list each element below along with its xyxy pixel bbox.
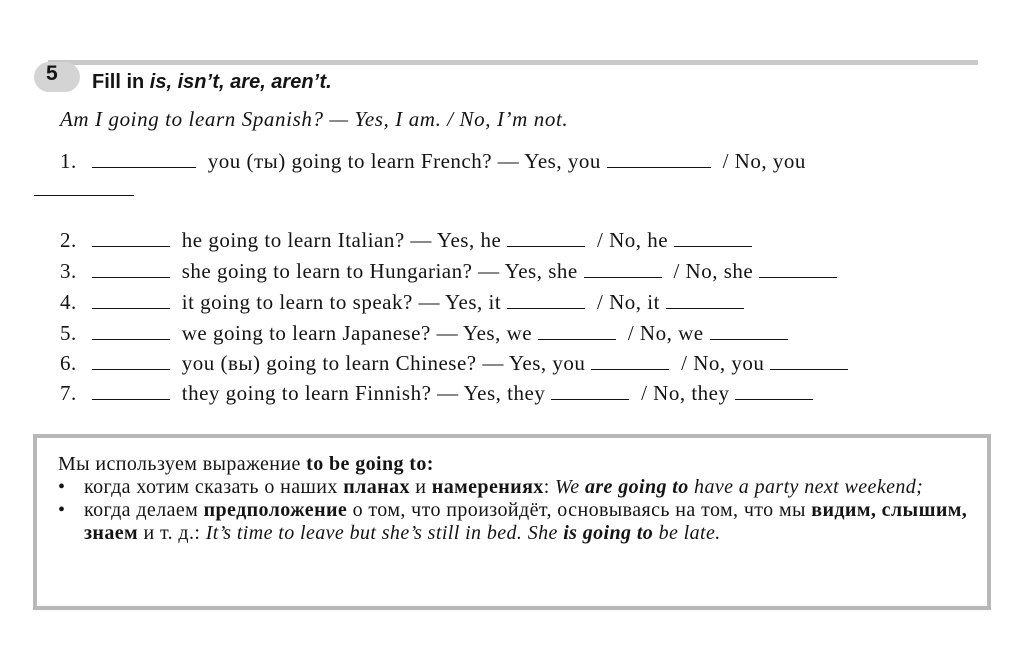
t: предположение: [203, 499, 348, 521]
answer-blank[interactable]: [759, 276, 837, 278]
grammar-rule-box: [33, 434, 991, 610]
item-negative: / No, it: [596, 290, 660, 314]
answer-blank[interactable]: [591, 368, 669, 370]
item-question: you (ты) going to learn French? — Yes, you: [207, 149, 601, 173]
exercise-item-7: [60, 381, 819, 406]
answer-blank[interactable]: [507, 307, 585, 309]
answer-blank[interactable]: [735, 398, 813, 400]
answer-blank[interactable]: [92, 276, 170, 278]
answer-blank[interactable]: [538, 338, 616, 340]
item-question: it going to learn to speak? — Yes, it: [181, 290, 502, 314]
bullet-icon: •: [58, 476, 66, 498]
item-question: you (вы) going to learn Chinese? — Yes, you: [181, 351, 586, 375]
rule-intro: [58, 453, 968, 476]
t: We: [555, 476, 585, 498]
t: are going to: [584, 476, 689, 498]
answer-blank[interactable]: [92, 368, 170, 370]
exercise-item-1: [60, 149, 806, 174]
item-question: they going to learn Finnish? — Yes, they: [181, 381, 546, 405]
t: have a party next weekend;: [688, 476, 924, 498]
answer-blank[interactable]: [584, 276, 662, 278]
exercise-item-4: [60, 290, 750, 315]
answer-blank[interactable]: [92, 307, 170, 309]
t: и т. д.:: [138, 522, 206, 544]
answer-blank[interactable]: [34, 195, 134, 196]
answer-blank[interactable]: [92, 398, 170, 400]
rule-bullet-2-text: [84, 499, 968, 545]
answer-blank[interactable]: [674, 245, 752, 247]
t: планах: [343, 476, 410, 498]
item-number: 6.: [60, 351, 77, 375]
rule-bullet-1: [58, 476, 968, 499]
rule-bullet-2: [58, 499, 968, 545]
answer-blank[interactable]: [770, 368, 848, 370]
grammar-rule-text: [58, 453, 968, 545]
t: когда хотим сказать о наших: [84, 476, 344, 498]
t: и: [409, 476, 432, 498]
bullet-icon: •: [58, 499, 66, 521]
item-negative: / No, you: [722, 149, 806, 173]
top-divider: [48, 60, 978, 65]
rule-bullet-1-text: [84, 476, 968, 499]
answer-blank[interactable]: [607, 166, 711, 168]
t: is going to: [563, 522, 654, 544]
item-negative: / No, we: [627, 321, 704, 345]
answer-blank[interactable]: [92, 338, 170, 340]
t: когда делаем: [84, 499, 204, 521]
item-question: we going to learn Japanese? — Yes, we: [181, 321, 533, 345]
item-negative: / No, he: [597, 228, 669, 252]
answer-blank[interactable]: [666, 307, 744, 309]
rule-intro-bold: to be going to:: [306, 453, 434, 475]
exercise-item-3: [60, 259, 843, 284]
item-negative: / No, you: [681, 351, 765, 375]
item-negative: / No, they: [641, 381, 730, 405]
exercise-item-2: [60, 228, 758, 253]
t: о том, что произойдёт, основываясь на том, что мы: [347, 499, 812, 521]
exercise-number: 5: [46, 62, 58, 85]
t: It’s time to leave but she’s still in bed. She: [205, 522, 564, 544]
example-sentence: Am I going to learn Spanish? — Yes, I am. / No, I’m not.: [60, 107, 569, 131]
t: :: [543, 476, 556, 498]
t: намерениях: [431, 476, 544, 498]
t: be late.: [653, 522, 721, 544]
item-number: 7.: [60, 381, 77, 405]
instruction-words: is, isn’t, are, aren’t.: [149, 71, 332, 93]
exercise-instruction: [92, 71, 332, 94]
item-question: he going to learn Italian? — Yes, he: [181, 228, 502, 252]
answer-blank[interactable]: [92, 166, 196, 168]
answer-blank[interactable]: [507, 245, 585, 247]
item-number: 2.: [60, 228, 77, 252]
item-negative: / No, she: [673, 259, 754, 283]
item-question: she going to learn to Hungarian? — Yes, she: [181, 259, 578, 283]
answer-blank[interactable]: [710, 338, 788, 340]
item-number: 5.: [60, 321, 77, 345]
instruction-prefix: Fill in: [92, 71, 150, 93]
item-number: 3.: [60, 259, 77, 283]
exercise-item-6: [60, 351, 854, 376]
item-number: 1.: [60, 149, 77, 173]
t: видим, слышим, знаем: [84, 499, 968, 544]
answer-blank[interactable]: [92, 245, 170, 247]
rule-intro-text: Мы используем выражение: [58, 453, 307, 475]
item-number: 4.: [60, 290, 77, 314]
answer-blank[interactable]: [551, 398, 629, 400]
exercise-item-5: [60, 321, 794, 346]
